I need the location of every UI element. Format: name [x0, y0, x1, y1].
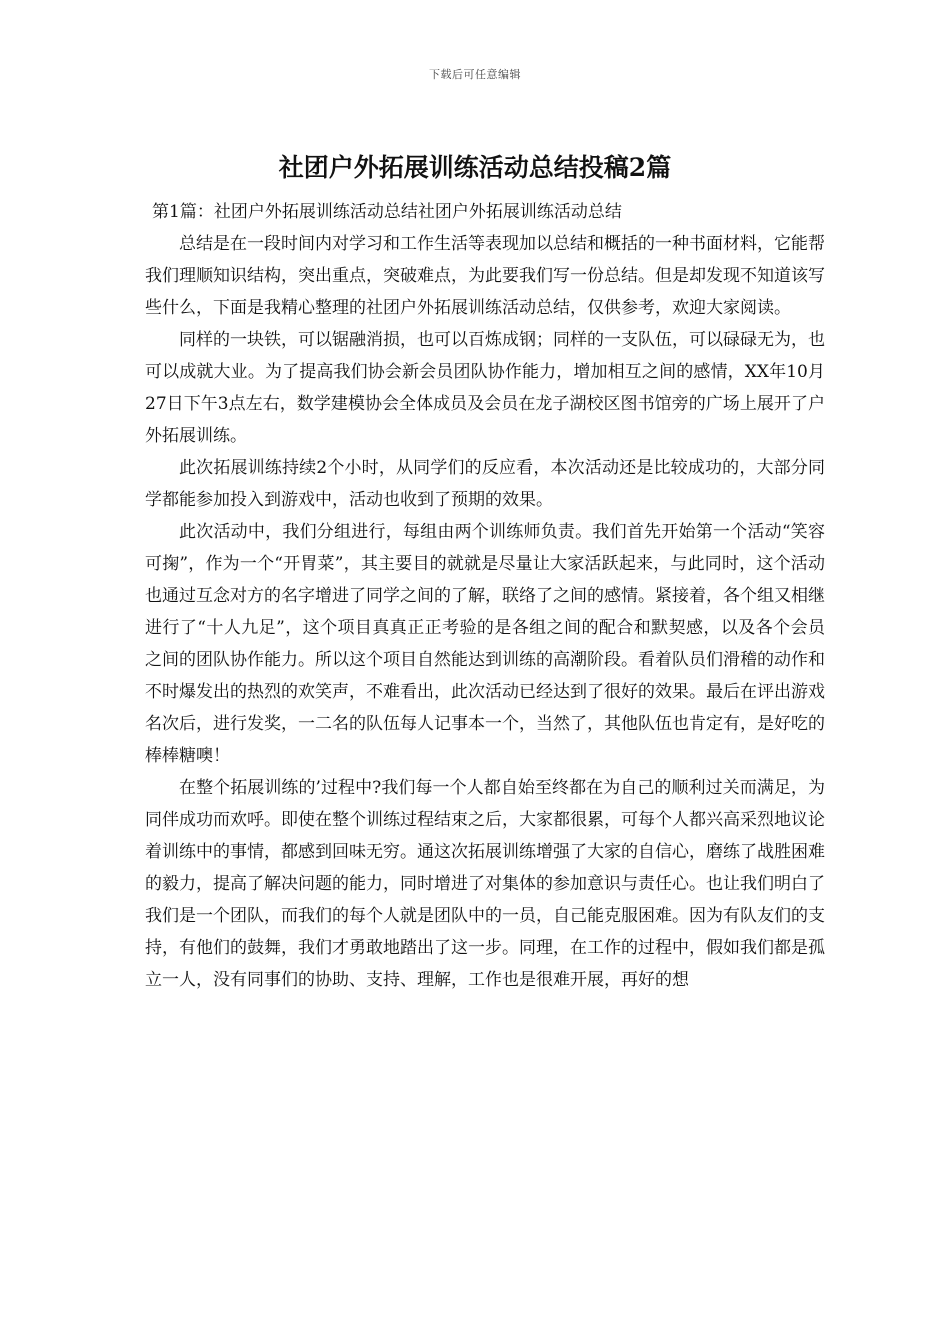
document-subtitle: 第1篇：社团户外拓展训练活动总结社团户外拓展训练活动总结	[152, 202, 622, 222]
document-body	[145, 228, 825, 996]
paragraph-2: 同样的一块铁，可以锯融消损，也可以百炼成钢；同样的一支队伍，可以碌碌无为，也可以成就大业。为了提高我们协会新会员团队协作能力，增加相互之间的感情，XX年10月27日下午3点左右，数学建模协会全体成员及会员在龙子湖校区图书馆旁的广场上展开了户外拓展训练。	[145, 330, 825, 446]
paragraph-3: 此次拓展训练持续2个小时，从同学们的反应看，本次活动还是比较成功的，大部分同学都能参加投入到游戏中，活动也收到了预期的效果。	[145, 458, 825, 510]
header-note: 下载后可任意编辑	[429, 68, 521, 81]
paragraph-1: 总结是在一段时间内对学习和工作生活等表现加以总结和概括的一种书面材料，它能帮我们理顺知识结构，突出重点，突破难点，为此要我们写一份总结。但是却发现不知道该写些什么，下面是我精心整理的社团户外拓展训练活动总结，仅供参考，欢迎大家阅读。	[145, 234, 825, 318]
paragraph-4: 此次活动中，我们分组进行，每组由两个训练师负责。我们首先开始第一个活动“笑容可掬”，作为一个“开胃菜”，其主要目的就就是尽量让大家活跃起来，与此同时，这个活动也通过互念对方的名字增进了同学之间的了解，联络了之间的感情。紧接着，各个组又相继进行了“十人九足”，这个项目真真正正考验的是各组之间的配合和默契感，以及各个会员之间的团队协作能力。所以这个项目自然能达到训练的高潮阶段。看着队员们滑稽的动作和不时爆发出的热烈的欢笑声，不难看出，此次活动已经达到了很好的效果。最后在评出游戏名次后，进行发奖，一二名的队伍每人记事本一个，当然了，其他队伍也肯定有，是好吃的棒棒糖噢！	[145, 522, 825, 766]
paragraph-5: 在整个拓展训练的’过程中?我们每一个人都自始至终都在为自己的顺利过关而满足，为同伴成功而欢呼。即使在整个训练过程结束之后，大家都很累，可每个人都兴高采烈地议论着训练中的事情，都感到回味无穷。通这次拓展训练增强了大家的自信心，磨练了战胜困难的毅力，提高了解决问题的能力，同时增进了对集体的参加意识与责任心。也让我们明白了我们是一个团队，而我们的每个人就是团队中的一员，自己能克服困难。因为有队友们的支持，有他们的鼓舞，我们才勇敢地踏出了这一步。同理，在工作的过程中，假如我们都是孤立一人，没有同事们的协助、支持、理解，工作也是很难开展，再好的想	[145, 778, 825, 990]
document-title: 社团户外拓展训练活动总结投稿2篇	[278, 153, 672, 182]
